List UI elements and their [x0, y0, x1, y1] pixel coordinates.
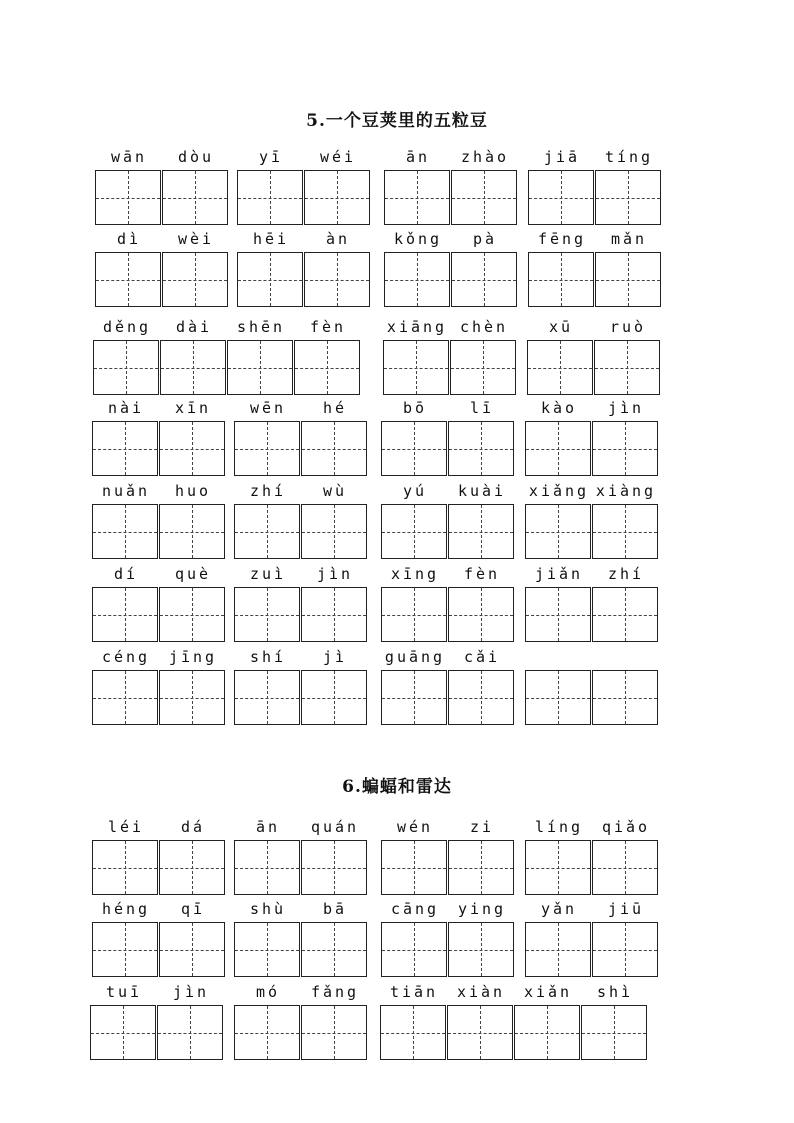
pinyin-label: tuī: [105, 983, 143, 1001]
pinyin-label: xiāng: [386, 318, 448, 336]
writing-grid-cell[interactable]: [162, 170, 228, 225]
writing-grid-cell[interactable]: [92, 421, 158, 476]
pinyin-label: cǎi: [463, 648, 501, 666]
writing-grid-cell[interactable]: [592, 587, 658, 642]
pinyin-label: jiǎn: [534, 565, 584, 583]
pinyin-label: jì: [322, 648, 348, 666]
pinyin-label: nuǎn: [101, 482, 151, 500]
pinyin-label: zi: [469, 818, 495, 836]
pinyin-label: dí: [113, 565, 139, 583]
pinyin-label: yī: [258, 148, 284, 166]
writing-grid-cell[interactable]: [159, 504, 225, 559]
pinyin-label: dá: [180, 818, 206, 836]
writing-grid-cell[interactable]: [594, 340, 660, 395]
pinyin-label: hēi: [252, 230, 290, 248]
writing-grid-cell[interactable]: [92, 587, 158, 642]
pinyin-label: guāng: [384, 648, 446, 666]
writing-grid-cell[interactable]: [301, 1005, 367, 1060]
pinyin-label: jiā: [543, 148, 581, 166]
writing-grid-cell[interactable]: [301, 421, 367, 476]
pinyin-label: céng: [101, 648, 151, 666]
pinyin-label: kǒng: [393, 230, 443, 248]
pinyin-label: ān: [255, 818, 281, 836]
section-title: 5.一个豆荚里的五粒豆: [306, 111, 488, 131]
pinyin-label: wéi: [319, 148, 357, 166]
pinyin-label: kào: [540, 399, 578, 417]
writing-grid-cell[interactable]: [381, 670, 447, 725]
writing-grid-cell[interactable]: [595, 252, 661, 307]
pinyin-label: zhí: [607, 565, 645, 583]
writing-grid-cell[interactable]: [159, 421, 225, 476]
pinyin-label: chèn: [459, 318, 509, 336]
pinyin-label: zhí: [249, 482, 287, 500]
pinyin-label: ān: [405, 148, 431, 166]
writing-grid-cell[interactable]: [301, 504, 367, 559]
pinyin-label: jìn: [172, 983, 210, 1001]
pinyin-label: jìn: [316, 565, 354, 583]
pinyin-label: xū: [548, 318, 574, 336]
writing-grid-cell[interactable]: [581, 1005, 647, 1060]
pinyin-label: děng: [102, 318, 152, 336]
pinyin-label: xiǎng: [528, 482, 590, 500]
pinyin-label: héng: [101, 900, 151, 918]
pinyin-label: què: [174, 565, 212, 583]
pinyin-label: qī: [180, 900, 206, 918]
pinyin-label: pà: [472, 230, 498, 248]
writing-grid-cell[interactable]: [234, 840, 300, 895]
pinyin-label: mó: [255, 983, 281, 1001]
writing-grid-cell[interactable]: [92, 922, 158, 977]
writing-grid-cell[interactable]: [528, 252, 594, 307]
writing-grid-cell[interactable]: [450, 340, 516, 395]
pinyin-label: xiàng: [595, 482, 657, 500]
writing-grid-cell[interactable]: [159, 587, 225, 642]
pinyin-label: dài: [175, 318, 213, 336]
writing-grid-cell[interactable]: [381, 504, 447, 559]
writing-grid-cell[interactable]: [448, 840, 514, 895]
pinyin-label: shēn: [236, 318, 286, 336]
writing-grid-cell[interactable]: [237, 170, 303, 225]
pinyin-label: jīng: [168, 648, 218, 666]
pinyin-label: ying: [457, 900, 507, 918]
pinyin-label: zhào: [460, 148, 510, 166]
pinyin-label: fèn: [463, 565, 501, 583]
writing-grid-cell[interactable]: [90, 1005, 156, 1060]
pinyin-label: hé: [322, 399, 348, 417]
writing-grid-cell[interactable]: [381, 840, 447, 895]
pinyin-label: nài: [107, 399, 145, 417]
writing-grid-cell[interactable]: [93, 340, 159, 395]
writing-grid-cell[interactable]: [160, 340, 226, 395]
writing-grid-cell[interactable]: [95, 170, 161, 225]
writing-grid-cell[interactable]: [381, 587, 447, 642]
pinyin-label: xiàn: [456, 983, 506, 1001]
writing-grid-cell[interactable]: [592, 421, 658, 476]
writing-grid-cell[interactable]: [384, 252, 450, 307]
writing-grid-cell[interactable]: [592, 840, 658, 895]
pinyin-label: yǎn: [540, 900, 578, 918]
pinyin-label: wèi: [177, 230, 215, 248]
pinyin-label: kuài: [457, 482, 507, 500]
writing-grid-cell[interactable]: [234, 922, 300, 977]
pinyin-label: xiǎn: [523, 983, 573, 1001]
writing-grid-cell[interactable]: [451, 170, 517, 225]
pinyin-label: wān: [110, 148, 148, 166]
writing-grid-cell[interactable]: [234, 587, 300, 642]
pinyin-label: jìn: [607, 399, 645, 417]
writing-grid-cell[interactable]: [527, 340, 593, 395]
writing-grid-cell[interactable]: [525, 922, 591, 977]
pinyin-label: bō: [402, 399, 428, 417]
pinyin-label: fèn: [309, 318, 347, 336]
writing-grid-cell[interactable]: [448, 922, 514, 977]
writing-grid-cell[interactable]: [159, 670, 225, 725]
pinyin-label: ruò: [609, 318, 647, 336]
writing-grid-cell[interactable]: [234, 1005, 300, 1060]
pinyin-label: fǎng: [310, 983, 360, 1001]
pinyin-label: cāng: [390, 900, 440, 918]
writing-grid-cell[interactable]: [514, 1005, 580, 1060]
writing-grid-cell[interactable]: [448, 421, 514, 476]
writing-grid-cell[interactable]: [592, 670, 658, 725]
pinyin-label: lī: [469, 399, 495, 417]
pinyin-label: dì: [116, 230, 142, 248]
pinyin-label: yú: [402, 482, 428, 500]
writing-grid-cell[interactable]: [448, 670, 514, 725]
writing-grid-cell[interactable]: [227, 340, 293, 395]
writing-grid-cell[interactable]: [595, 170, 661, 225]
writing-grid-cell[interactable]: [380, 1005, 446, 1060]
writing-grid-cell[interactable]: [92, 504, 158, 559]
writing-grid-cell[interactable]: [301, 840, 367, 895]
writing-grid-cell[interactable]: [525, 587, 591, 642]
writing-grid-cell[interactable]: [528, 170, 594, 225]
writing-grid-cell[interactable]: [162, 252, 228, 307]
writing-grid-cell[interactable]: [592, 922, 658, 977]
writing-grid-cell[interactable]: [92, 670, 158, 725]
pinyin-label: bā: [322, 900, 348, 918]
writing-grid-cell[interactable]: [383, 340, 449, 395]
pinyin-label: dòu: [177, 148, 215, 166]
writing-grid-cell[interactable]: [304, 170, 370, 225]
writing-grid-cell[interactable]: [301, 922, 367, 977]
writing-grid-cell[interactable]: [525, 504, 591, 559]
pinyin-label: mǎn: [610, 230, 648, 248]
pinyin-label: líng: [534, 818, 584, 836]
writing-grid-cell[interactable]: [381, 922, 447, 977]
writing-grid-cell[interactable]: [448, 587, 514, 642]
pinyin-label: quán: [310, 818, 360, 836]
pinyin-label: fēng: [537, 230, 587, 248]
pinyin-label: tiān: [389, 983, 439, 1001]
writing-grid-cell[interactable]: [159, 922, 225, 977]
writing-grid-cell[interactable]: [448, 504, 514, 559]
writing-grid-cell[interactable]: [525, 670, 591, 725]
pinyin-label: qiǎo: [601, 818, 651, 836]
pinyin-label: shù: [249, 900, 287, 918]
writing-grid-cell[interactable]: [237, 252, 303, 307]
writing-grid-cell[interactable]: [234, 504, 300, 559]
writing-grid-cell[interactable]: [234, 421, 300, 476]
writing-grid-cell[interactable]: [159, 840, 225, 895]
writing-grid-cell[interactable]: [95, 252, 161, 307]
pinyin-label: wén: [396, 818, 434, 836]
writing-grid-cell[interactable]: [384, 170, 450, 225]
writing-grid-cell[interactable]: [304, 252, 370, 307]
writing-grid-cell[interactable]: [301, 670, 367, 725]
writing-grid-cell[interactable]: [451, 252, 517, 307]
writing-grid-cell[interactable]: [234, 670, 300, 725]
pinyin-label: àn: [325, 230, 351, 248]
pinyin-label: xīn: [174, 399, 212, 417]
writing-grid-cell[interactable]: [294, 340, 360, 395]
writing-grid-cell[interactable]: [92, 840, 158, 895]
pinyin-label: wēn: [249, 399, 287, 417]
pinyin-label: shì: [596, 983, 634, 1001]
pinyin-label: huo: [174, 482, 212, 500]
writing-grid-cell[interactable]: [525, 421, 591, 476]
writing-grid-cell[interactable]: [447, 1005, 513, 1060]
pinyin-label: xīng: [390, 565, 440, 583]
pinyin-label: shí: [249, 648, 287, 666]
writing-grid-cell[interactable]: [301, 587, 367, 642]
pinyin-label: léi: [107, 818, 145, 836]
writing-grid-cell[interactable]: [525, 840, 591, 895]
pinyin-label: tíng: [604, 148, 654, 166]
section-title: 6.蝙蝠和雷达: [342, 777, 452, 797]
pinyin-label: jiū: [607, 900, 645, 918]
writing-grid-cell[interactable]: [381, 421, 447, 476]
writing-grid-cell[interactable]: [592, 504, 658, 559]
pinyin-label: wù: [322, 482, 348, 500]
writing-grid-cell[interactable]: [157, 1005, 223, 1060]
pinyin-label: zuì: [249, 565, 287, 583]
